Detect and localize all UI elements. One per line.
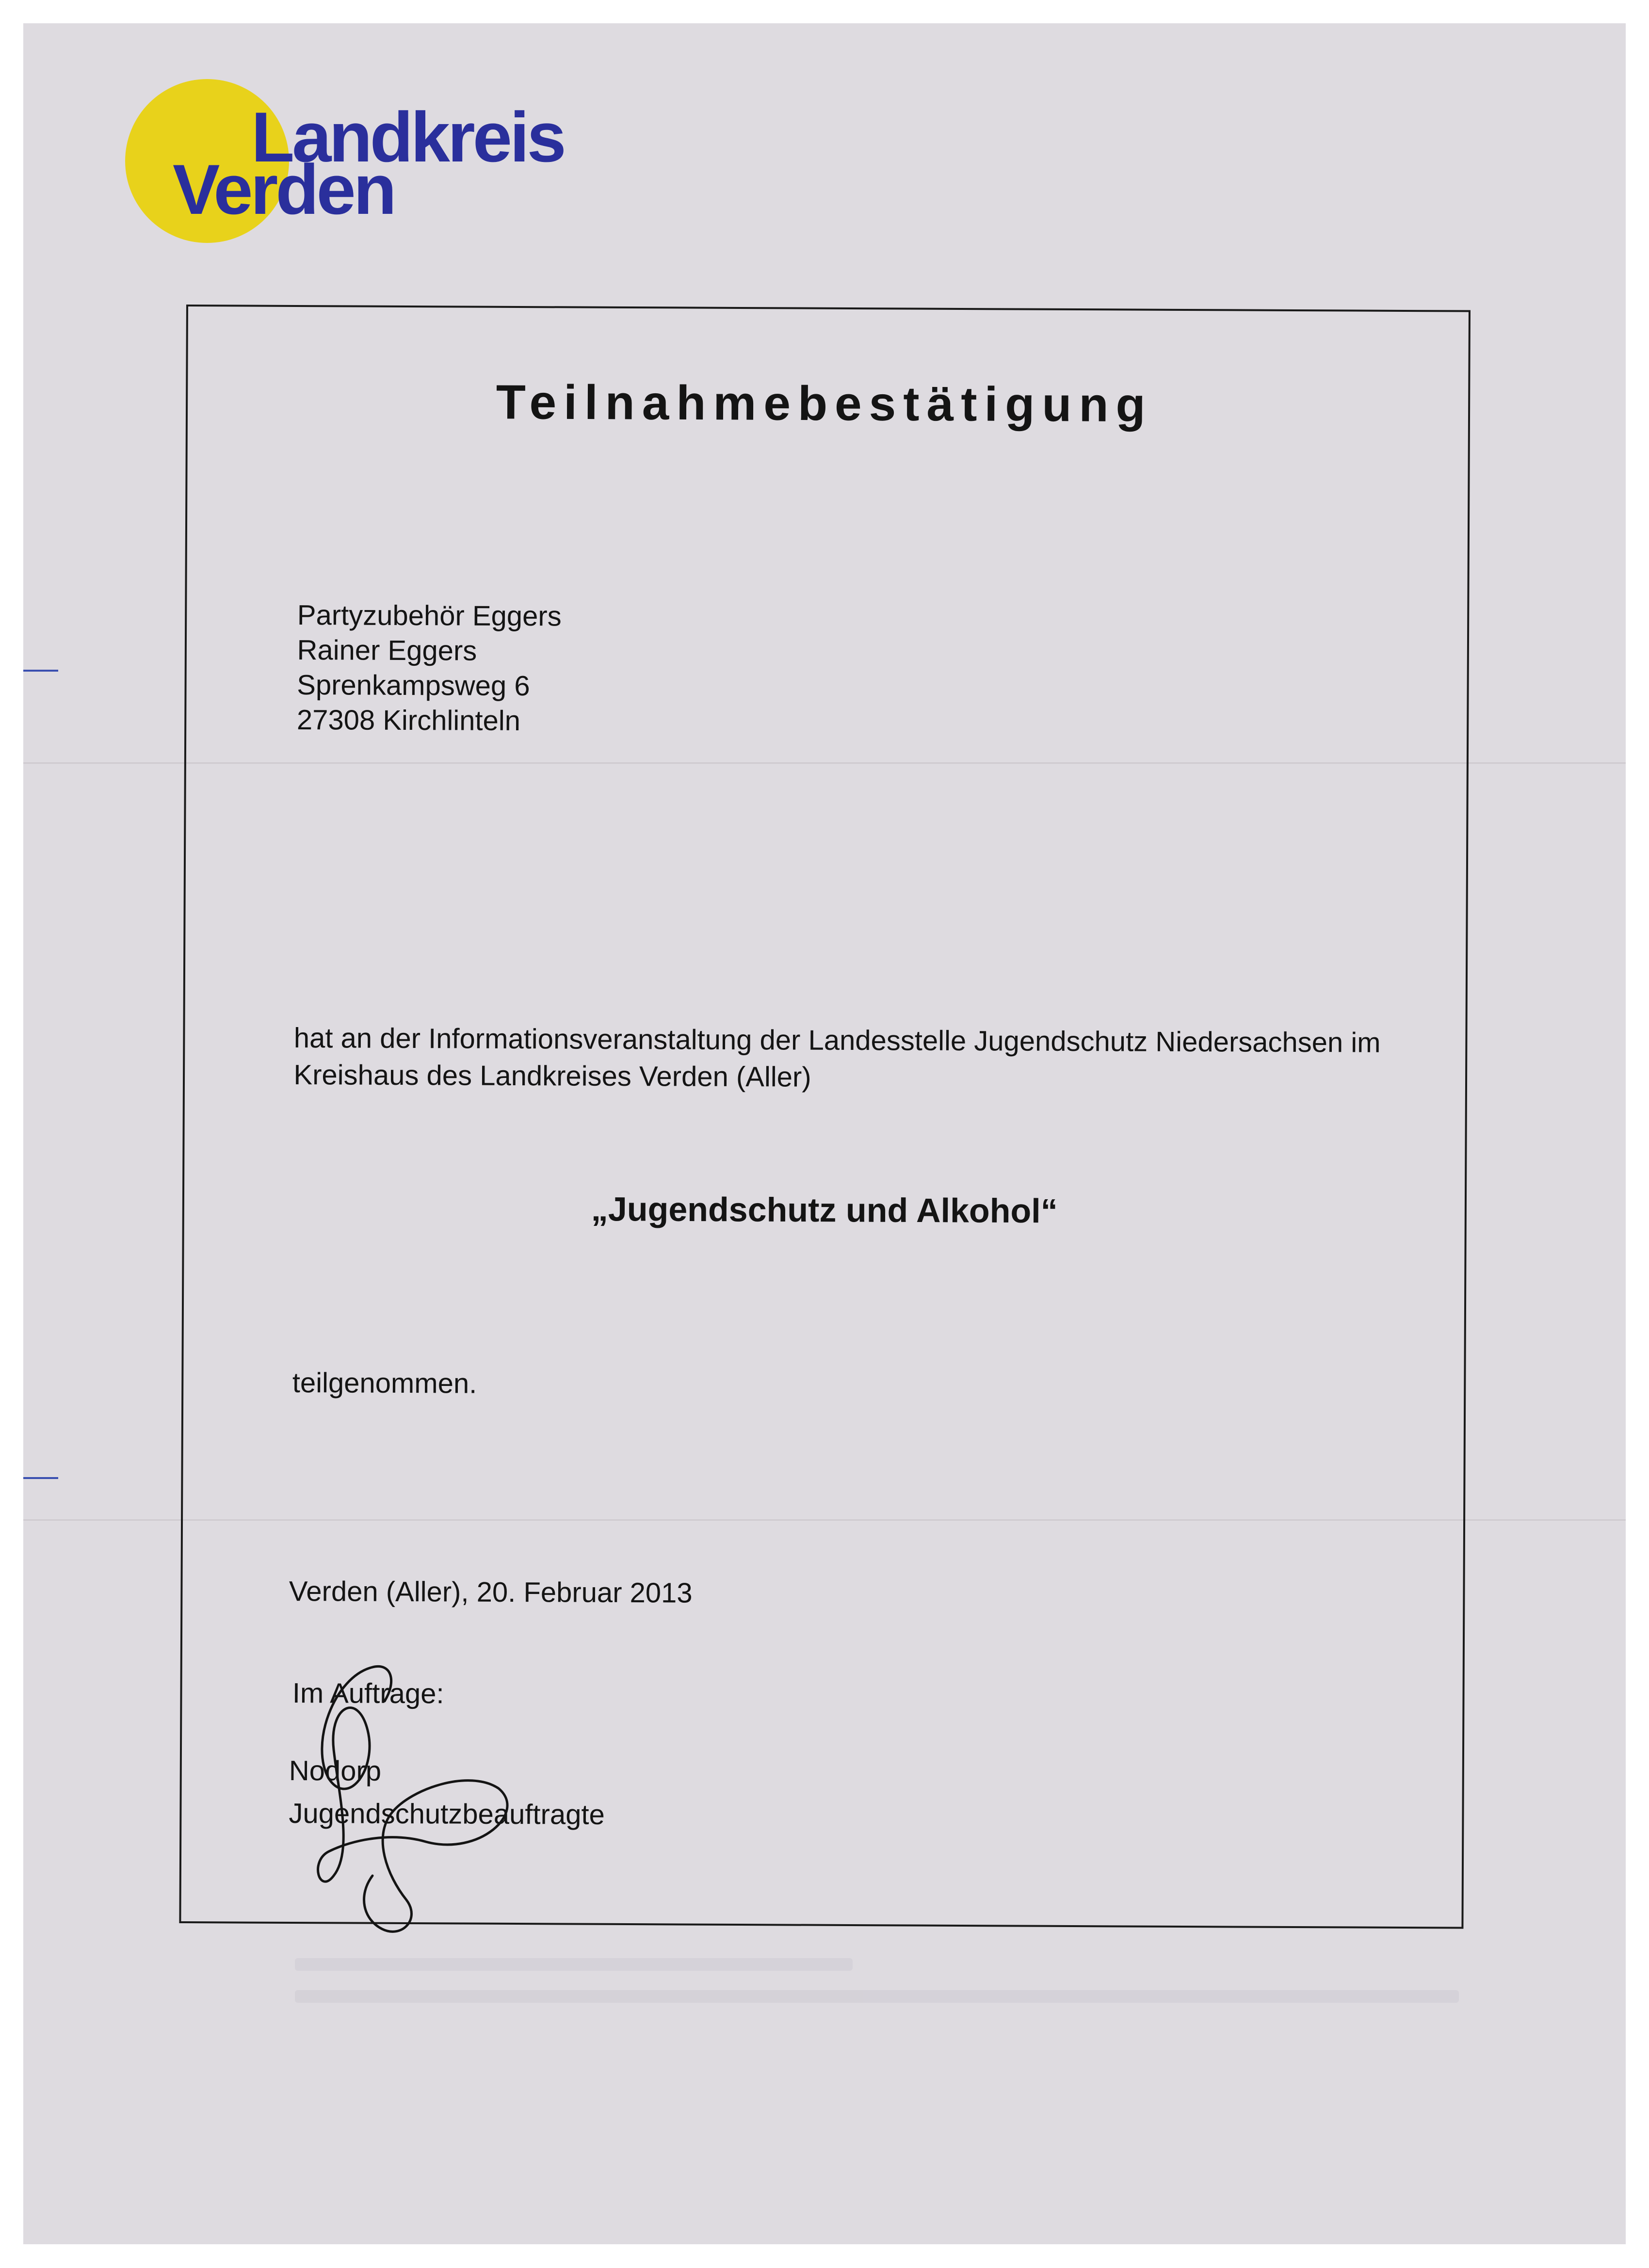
body-text [293, 1020, 1380, 1098]
recipient-company: Partyzubehör Eggers [297, 599, 562, 632]
signer-name: Nodorp [289, 1755, 382, 1787]
document-sheet [23, 23, 1626, 2244]
participation-text: teilgenommen. [292, 1367, 477, 1399]
event-title: „Jugendschutz und Alkohol“ [591, 1190, 1058, 1230]
on-behalf-label: Im Auftrage: [292, 1677, 444, 1710]
logo-text-verden: Verden [173, 150, 394, 229]
recipient-address [297, 598, 562, 739]
handwritten-signature [275, 1648, 566, 1948]
place-and-date: Verden (Aller), 20. Februar 2013 [289, 1576, 693, 1609]
logo-text-landkreis: Landkreis [251, 97, 564, 177]
body-line-1: hat an der Informationsveranstaltung der Landesstelle Jugendschutz Niedersachsen im [293, 1022, 1381, 1059]
landkreis-verden-logo [164, 57, 625, 232]
signer-role: Jugendschutzbeauftragte [289, 1797, 605, 1831]
recipient-name: Rainer Eggers [297, 634, 477, 667]
margin-mark [23, 670, 58, 672]
margin-mark [23, 1477, 58, 1479]
body-line-2: Kreishaus des Landkreises Verden (Aller) [293, 1059, 811, 1093]
recipient-city: 27308 Kirchlinteln [296, 704, 521, 737]
bleed-through-text [295, 1958, 1483, 2050]
recipient-street: Sprenkampsweg 6 [297, 669, 530, 702]
document-title: Teilnahmebestätigung [496, 375, 1153, 433]
